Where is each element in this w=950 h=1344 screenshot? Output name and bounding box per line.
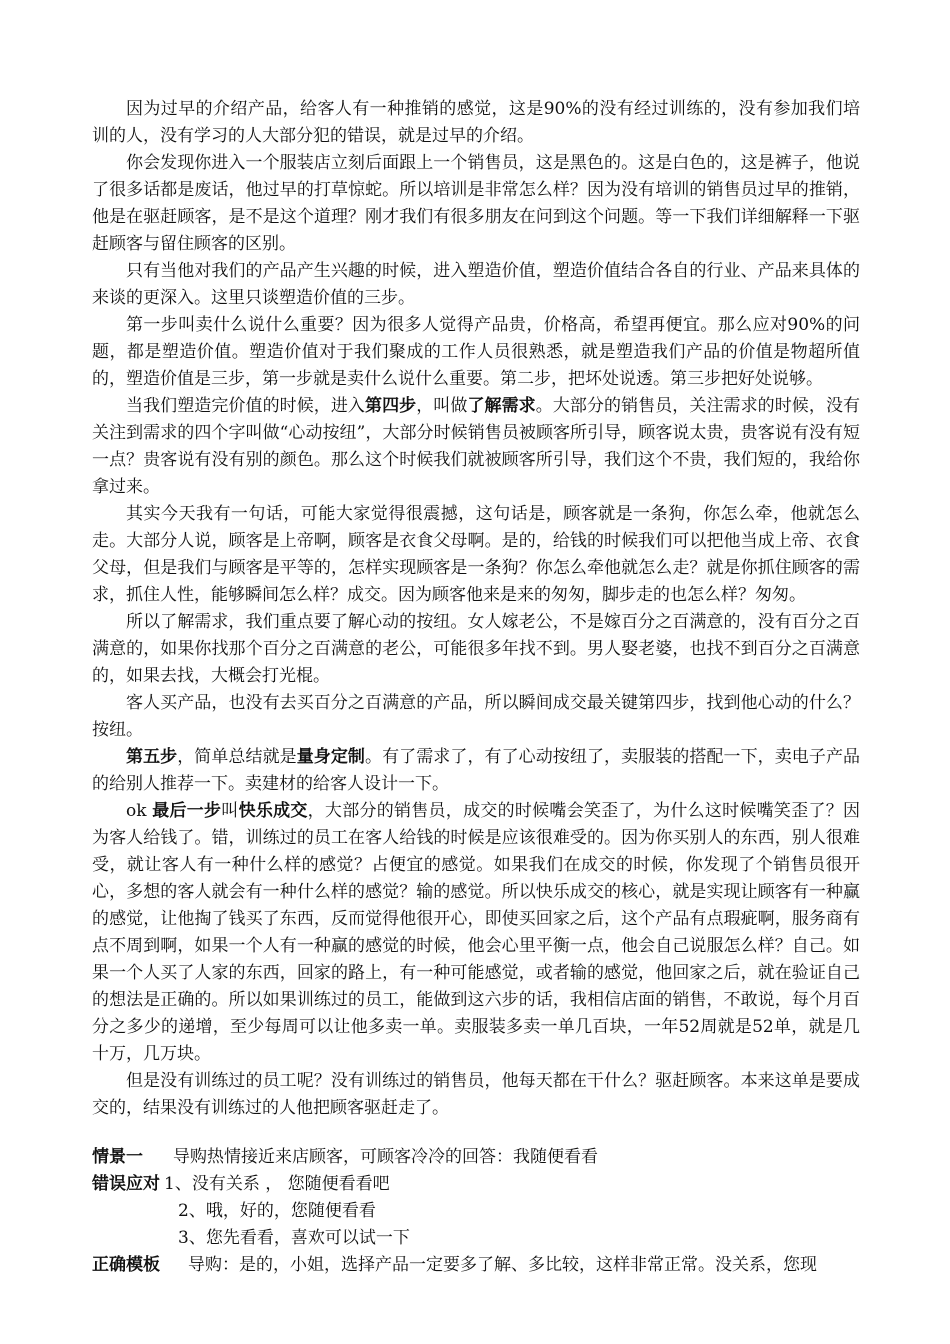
wrong-response-row	[92, 1171, 860, 1198]
correct-template-text: 导购：是的，小姐，选择产品一定要多了解、多比较，这样非常正常。没关系，您现	[188, 1255, 817, 1275]
paragraph	[92, 150, 860, 258]
paragraph-text: ok	[126, 801, 153, 821]
paragraph	[92, 1068, 860, 1122]
body-text	[92, 96, 860, 1122]
section-gap	[92, 1122, 860, 1144]
scenario-row	[92, 1144, 860, 1171]
bold-keyword: 快乐成交	[238, 801, 308, 821]
wrong-response-item: 3、您先看看，喜欢可以试一下	[178, 1228, 410, 1248]
paragraph-text: ，大部分的销售员，成交的时候嘴会笑歪了，为什么这时候嘴笑歪了？因为客人给钱了。错，训练过的员工在客人给钱的时候是应该很难受的。因为你买别人的东西，别人很难受，就让客人有一种什么样的感觉？占便宜的感觉。如果我们在成交的时候，你发现了个销售员很开心，多想的客人就会有一种什么样的感觉？输的感觉。所以快乐成交的核心，就是实现让顾客有一种赢的感觉，让他掏了钱买了东西，反而觉得他很开心，即使买回家之后，这个产品有点瑕疵啊，服务商有点不周到啊，如果一个人有一种赢的感觉的时候，他会心里平衡一点，他会自己说服怎么样？自己。如果一个人买了人家的东西，回家的路上，有一种可能感觉，或者输的感觉，他回家之后，就在验证自己的想法是正确的。所以如果训练过的员工，能做到这六步的话，我相信店面的销售，不敢说，每个月百分之多少的递增，至少每周可以让他多卖一单。卖服装多卖一单几百块，一年52周就是52单，就是几十万，几万块。	[92, 801, 861, 1064]
paragraph-text: 所以了解需求，我们重点要了解心动的按纽。女人嫁老公，不是嫁百分之百满意的，没有百分之百满意的，如果你找那个百分之百满意的老公，可能很多年找不到。男人娶老婆，也找不到百分之百满意的，如果去找，大概会打光棍。	[92, 612, 860, 686]
bold-keyword: 第五步	[126, 747, 178, 767]
paragraph	[92, 96, 860, 150]
wrong-response-label: 错误应对	[92, 1174, 160, 1194]
paragraph	[92, 501, 860, 609]
paragraph-text: ，叫做	[416, 396, 468, 416]
bold-keyword: 了解需求	[467, 396, 536, 416]
paragraph-text: 其实今天我有一句话，可能大家觉得很震撼，这句话是，顾客就是一条狗，你怎么牵，他就怎么走。大部分人说，顾客是上帝啊，顾客是衣食父母啊。是的，给钱的时候我们可以把他当成上帝、衣食父母，但是我们与顾客是平等的，怎样实现顾客是一条狗？你怎么牵他就怎么走？就是你抓住顾客的需求，抓住人性，能够瞬间怎么样？成交。因为顾客他来是来的匆匆，脚步走的也怎么样？匆匆。	[92, 504, 860, 605]
paragraph	[92, 744, 860, 798]
paragraph-text: ，简单总结就是	[177, 747, 297, 767]
paragraph	[92, 609, 860, 690]
document-page	[92, 96, 860, 1279]
paragraph-text: 。有了需求了，有了心动按纽了，卖服装的搭配一下，卖电子产品的给别人推荐一下。卖建材的给客人设计一下。	[92, 747, 861, 794]
paragraph-text: 因为过早的介绍产品，给客人有一种推销的感觉，这是90%的没有经过训练的，没有参加我们培训的人，没有学习的人大部分犯的错误，就是过早的介绍。	[92, 99, 860, 146]
paragraph-text: 但是没有训练过的员工呢？没有训练过的销售员，他每天都在干什么？驱赶顾客。本来这单是要成交的，结果没有训练过的人他把顾客驱赶走了。	[92, 1071, 860, 1118]
paragraph	[92, 312, 860, 393]
paragraph	[92, 798, 860, 1068]
bold-keyword: 第四步	[365, 396, 417, 416]
correct-template-row	[92, 1252, 860, 1279]
wrong-response-item: 1、没有关系 ， 您随便看看吧	[164, 1174, 390, 1194]
bold-keyword: 量身定制	[296, 747, 366, 767]
paragraph	[92, 258, 860, 312]
paragraph	[92, 393, 860, 501]
paragraph-text: 你会发现你进入一个服装店立刻后面跟上一个销售员，这是黑色的。这是白色的，这是裤子，他说了很多话都是废话，他过早的打草惊蛇。所以培训是非常怎么样？因为没有培训的销售员过早的推销，他是在驱赶顾客，是不是这个道理？刚才我们有很多朋友在问到这个问题。等一下我们详细解释一下驱赶顾客与留住顾客的区别。	[92, 153, 860, 254]
scenario-label: 情景一	[92, 1147, 143, 1167]
scenario-text: 导购热情接近来店顾客，可顾客冷冷的回答：我随便看看	[173, 1147, 598, 1167]
paragraph-text: 当我们塑造完价值的时候，进入	[126, 396, 365, 416]
paragraph-text: 第一步叫卖什么说什么重要？因为很多人觉得产品贵，价格高，希望再便宜。那么应对90%的问题，都是塑造价值。塑造价值对于我们聚成的工作人员很熟悉，就是塑造我们产品的价值是物超所值的，塑造价值是三步，第一步就是卖什么说什么重要。第二步，把坏处说透。第三步把好处说够。	[92, 315, 860, 389]
paragraph-text: 只有当他对我们的产品产生兴趣的时候，进入塑造价值，塑造价值结合各自的行业、产品来具体的来谈的更深入。这里只谈塑造价值的三步。	[92, 261, 860, 308]
paragraph-text: 。大部分的销售员，关注需求的时候，没有关注到需求的四个字叫做“心动按纽”，大部分时候销售员被顾客所引导，顾客说太贵，贵客说有没有短一点？贵客说有没有别的颜色。那么这个时候我们就被顾客所引导，我们这个不贵，我们短的，我给你拿过来。	[92, 396, 861, 497]
correct-template-label: 正确模板	[92, 1255, 160, 1275]
paragraph-text: 叫	[221, 801, 239, 821]
paragraph	[92, 690, 860, 744]
paragraph-text: 客人买产品，也没有去买百分之百满意的产品，所以瞬间成交最关键第四步，找到他心动的什么？按纽。	[92, 693, 860, 740]
wrong-response-item: 2、哦，好的，您随便看看	[178, 1201, 376, 1221]
bold-keyword: 最后一步	[152, 801, 222, 821]
